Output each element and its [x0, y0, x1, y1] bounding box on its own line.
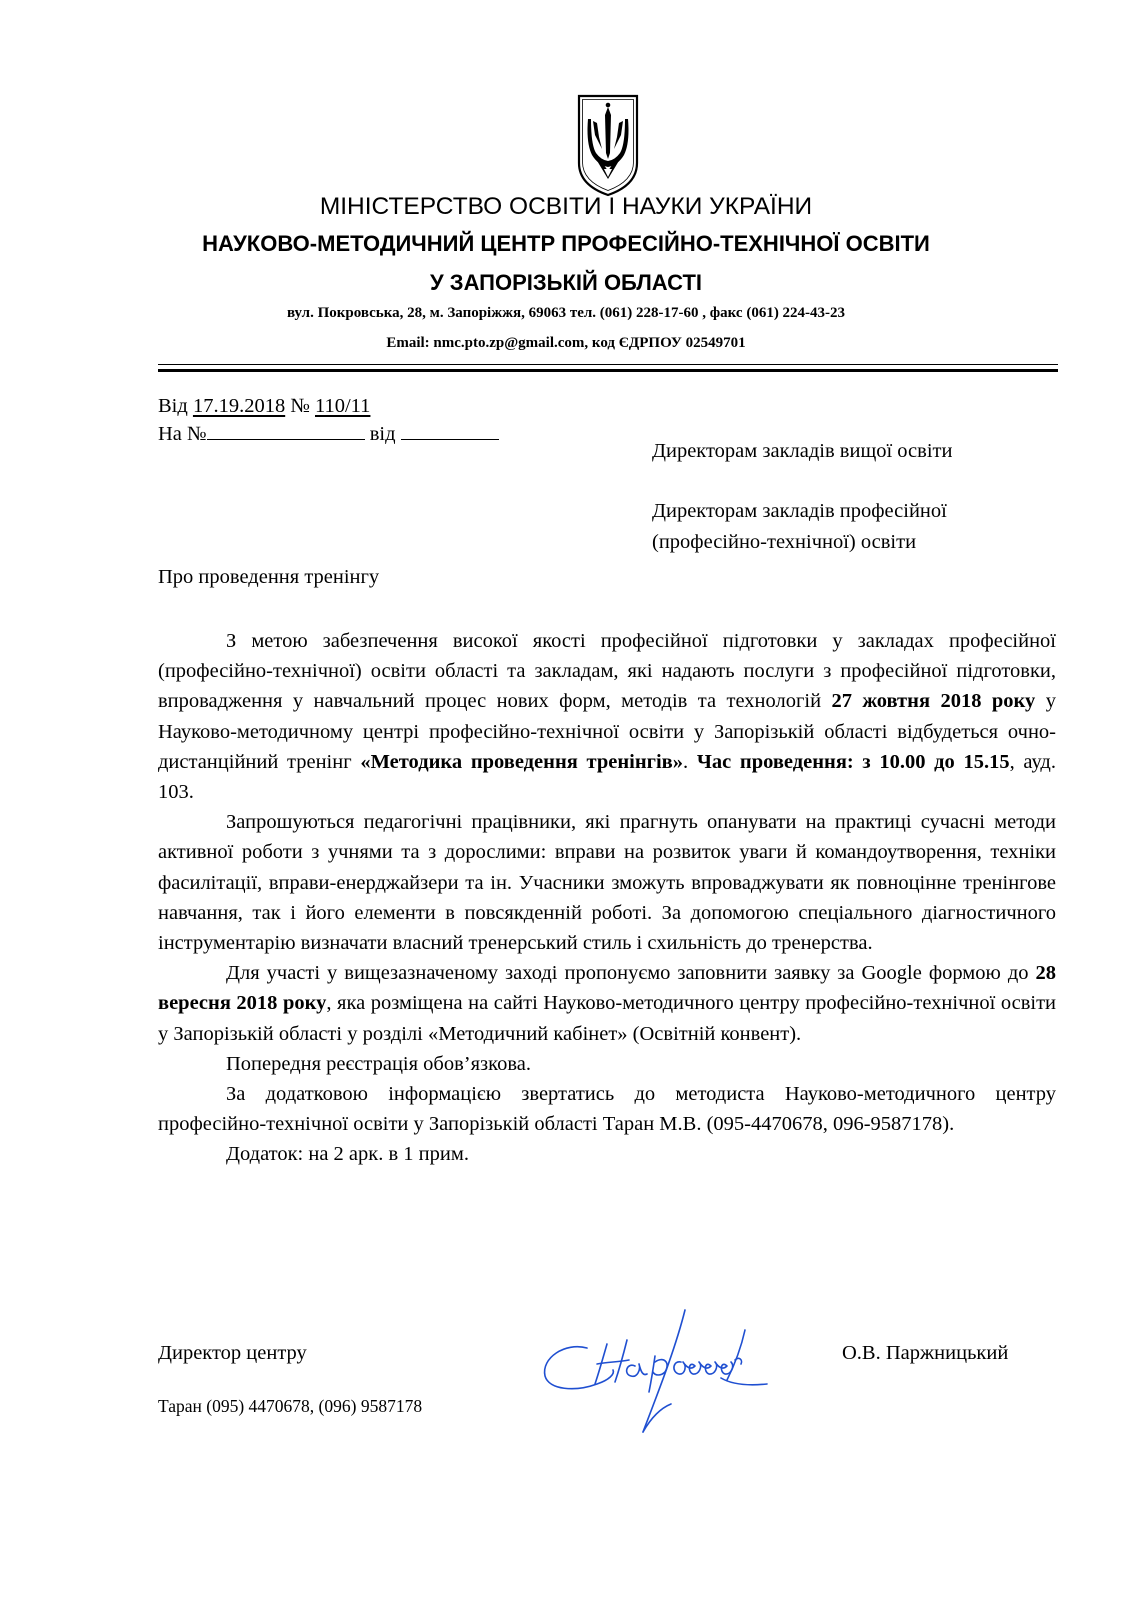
- letter-subject: Про проведення тренінгу: [158, 566, 380, 588]
- header-divider-thick: [158, 369, 1058, 372]
- reply-date-blank: [401, 425, 499, 440]
- reply-number-blank: [207, 425, 365, 440]
- outgoing-date: 17.19.2018: [192, 395, 286, 417]
- paragraph-attachment: Додаток: на 2 арк. в 1 прим.: [226, 1143, 469, 1166]
- training-title: «Методика проведення тренінгів»: [360, 750, 683, 773]
- ministry-title: МІНІСТЕРСТВО ОСВІТИ І НАУКИ УКРАЇНИ: [319, 193, 813, 220]
- signer-name: О.В. Паржницький: [842, 1342, 1009, 1364]
- center-title-line2: У ЗАПОРІЗЬКІЙ ОБЛАСТІ: [430, 270, 702, 295]
- letter-body: [158, 626, 1056, 1170]
- paragraph-text: , яка розміщена на сайті Науково-методичного центру професійно-технічної освіти у Запорізькій області у розділі «Методичний кабінет» (Освітній конвент).: [158, 992, 1056, 1045]
- registration-deadline: 28 вересня 2018 року: [158, 962, 1056, 1015]
- training-date: 27 жовтня 2018 року: [831, 690, 1036, 713]
- address-line: вул. Покровська, 28, м. Запоріжжя, 69063 тел. (061) 228-17-60 , факс (061) 224-43-23: [286, 305, 846, 321]
- paragraph-text: у Науково-методичному центрі професійно-технічної освіти у Запорізькій області відбудеться очно-дистанційний тренінг: [158, 690, 1056, 773]
- from-label: Від: [158, 395, 188, 417]
- header-divider-thin: [158, 364, 1058, 365]
- center-title-line1: НАУКОВО-МЕТОДИЧНИЙ ЦЕНТР ПРОФЕСІЙНО-ТЕХНІЧНОЇ ОСВІТИ: [202, 231, 930, 256]
- addressee-vocational-line2: (професійно-технічної) освіти: [652, 531, 917, 553]
- paragraph-text: З метою забезпечення високої якості професійної підготовки у закладах професійної (професійно-технічної) освіти області та закладам, які надають послуги з професійної підготовки, впровадження у навчальний процес нових форм, методів та технологій: [158, 630, 1056, 713]
- handwritten-signature: [535, 1300, 780, 1440]
- paragraph-preregistration: Попередня реєстрація обов’язкова.: [226, 1052, 531, 1075]
- reply-from-label: від: [369, 423, 396, 445]
- number-sign: №: [290, 395, 310, 417]
- paragraph-registration: [158, 958, 1056, 1049]
- outgoing-number: 110/11: [315, 395, 371, 417]
- incoming-reference: [158, 423, 499, 446]
- signer-position: Директор центру: [158, 1342, 307, 1364]
- ukraine-trident-icon: [576, 93, 640, 198]
- training-time: Час проведення: з 10.00 до 15.15: [696, 750, 1010, 773]
- outgoing-reference: [158, 395, 370, 418]
- paragraph-training-announcement: [158, 626, 1056, 807]
- addressee-higher-education: Директорам закладів вищої освіти: [652, 440, 953, 462]
- paragraph-text: .: [683, 750, 697, 773]
- executor-contact: Таран (095) 4470678, (096) 9587178: [158, 1396, 423, 1416]
- paragraph-text: , ауд. 103.: [158, 750, 1056, 804]
- paragraph-text: Для участі у вищезазначеному заході пропонуємо заповнити заявку за Google формою до: [226, 962, 1036, 985]
- addressee-vocational-line1: Директорам закладів професійної: [652, 500, 947, 522]
- email-line: Email: nmc.pto.zp@gmail.com, код ЄДРПОУ 02549701: [386, 335, 746, 351]
- paragraph-invitation: Запрошуються педагогічні працівники, які прагнуть опанувати на практиці сучасні методи активної роботи з учнями та з дорослими: вправи на розвиток уваги й командоутворення, техніки фасилітації, вправи-енерджайзери та ін. Учасники зможуть впроваджувати як повноцінне тренінгове навчання, так і його елементи в повсякденній роботі. За допомогою спеціального діагностичного інструментарію визначати власний тренерський стиль і схильність до тренерства.: [158, 811, 1056, 955]
- paragraph-contact-info: За додатковою інформацією звертатись до методиста Науково-методичного центру професійно-технічної освіти у Запорізькій області Таран М.В. (095-4470678, 096-9587178).: [158, 1083, 1056, 1136]
- reply-label: На №: [158, 423, 207, 445]
